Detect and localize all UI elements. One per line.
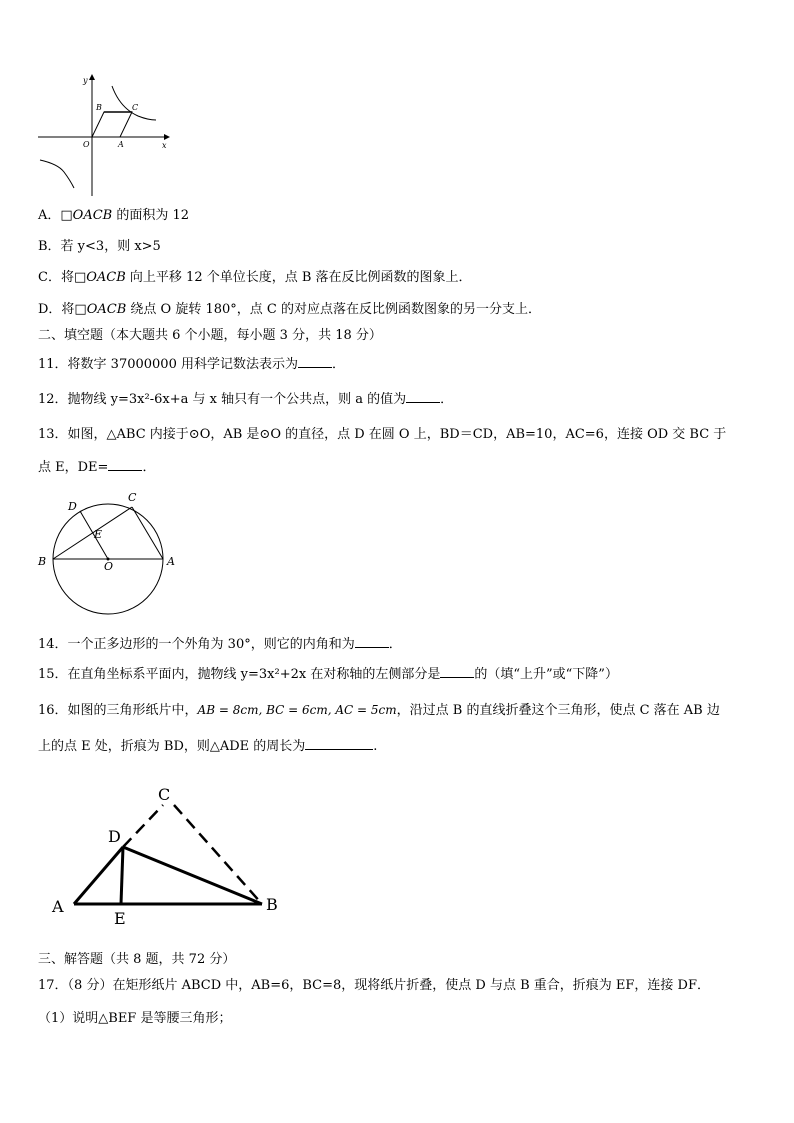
circle-figure [34,486,184,616]
label-E: E [94,528,103,541]
answer-blank[interactable] [305,737,373,750]
parallelogram-OACB [92,112,132,137]
section-2-heading: 二、填空题（本大题共 6 个小题，每小题 3 分，共 18 分） [38,328,382,343]
hyperbola-branch-lower [40,160,74,188]
label-A: A [52,897,64,916]
label-x: x [162,141,167,150]
segment-AD [74,847,123,904]
question-17-sub1: （1）说明△BEF 是等腰三角形； [38,1011,232,1026]
segment-DE [121,847,123,904]
label-O: O [83,140,90,149]
option-c: C．将□OACB 向上平移 12 个单位长度，点 B 落在反比例函数的图象上． [38,270,472,285]
option-b: B．若 y<3，则 x>5 [38,239,161,254]
segment-DC-dashed [123,805,163,847]
label-D: D [68,500,77,513]
answer-blank[interactable] [440,665,474,678]
label-B: B [38,555,47,568]
question-13-line1: 13．如图，△ABC 内接于⊙O，AB 是⊙O 的直径，点 D 在圆 O 上，BD＝CD，AB=10，AC=6，连接 OD 交 BC 于 [38,427,727,442]
answer-blank[interactable] [298,355,332,368]
coordinate-figure [34,72,174,200]
label-B: B [266,895,278,914]
answer-blank[interactable] [406,390,440,403]
label-C: C [158,785,171,804]
segment-DB [123,847,262,904]
label-E: E [114,909,126,928]
label-C: C [132,103,139,112]
option-a: A．□OACB 的面积为 12 [38,208,190,223]
label-A: A [167,555,175,568]
question-12: 12．抛物线 y=3x²-6x+a 与 x 轴只有一个公共点，则 a 的值为 ． [38,392,454,407]
q16-formula: AB = 8cm, BC = 6cm, AC = 5cm [197,703,397,717]
section-3-heading: 三、解答题（共 8 题，共 72 分） [38,952,236,967]
question-16-line2: 上的点 E 处，折痕为 BD，则△ADE 的周长为 . [38,739,378,754]
answer-blank[interactable] [355,635,389,648]
label-D: D [108,827,121,846]
segment-CB-dashed [174,805,262,904]
answer-blank[interactable] [108,458,142,471]
chord-CA [132,507,163,559]
label-B: B [96,103,102,112]
question-15: 15．在直角坐标系平面内，抛物线 y=3x²+2x 在对称轴的左侧部分是 的（填“上升”或“下降”） [38,667,618,682]
triangle-figure [44,780,294,930]
y-axis [89,74,95,196]
label-O: O [104,560,114,573]
question-13-line2: 点 E，DE= ． [38,460,156,475]
label-y: y [83,76,88,85]
label-C: C [128,491,137,504]
question-17-line1: 17．（8 分）在矩形纸片 ABCD 中，AB=6，BC=8，现将纸片折叠，使点 D 与点 B 重合，折痕为 EF，连接 DF． [38,978,710,993]
question-16-line1: 16．如图的三角形纸片中，AB = 8cm, BC = 6cm, AC = 5cm，沿过点 B 的直线折叠这个三角形，使点 C 落在 AB 边 [38,703,720,718]
option-d: D．将□OACB 绕点 O 旋转 180°，点 C 的对应点落在反比例函数图象的另一分支上． [38,302,541,317]
label-A: A [118,140,124,149]
question-14: 14．一个正多边形的一个外角为 30°，则它的内角和为 ． [38,637,402,652]
question-11: 11．将数字 37000000 用科学记数法表示为 ． [38,357,345,372]
